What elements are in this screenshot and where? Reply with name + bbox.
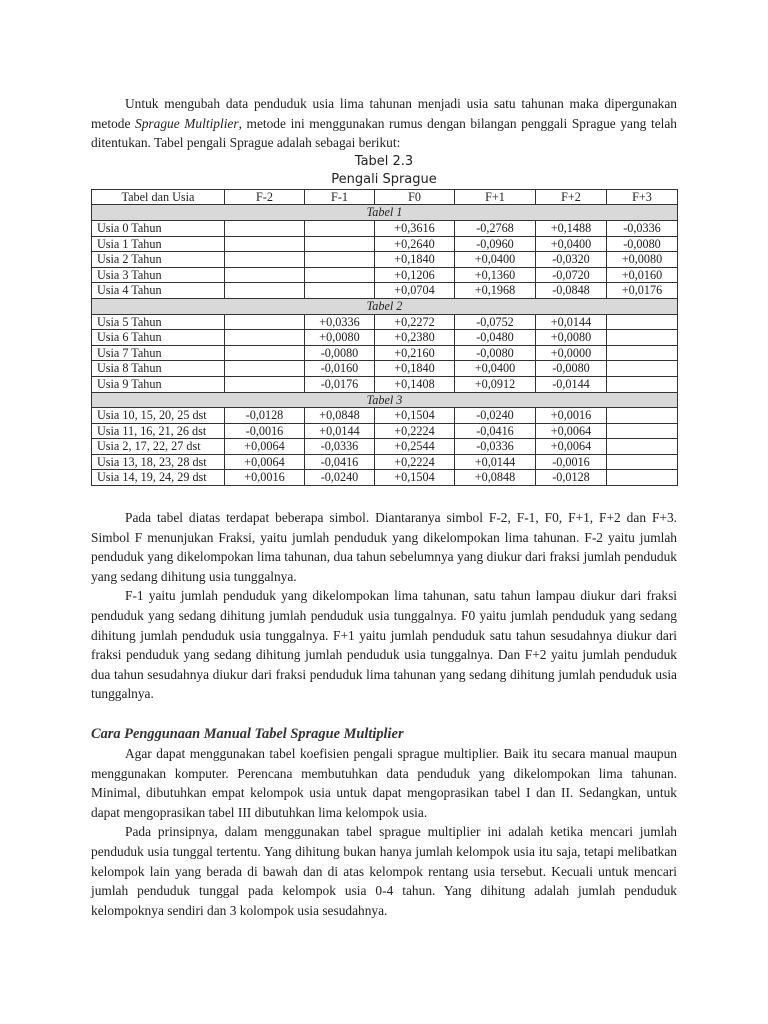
table-row (92, 408, 678, 424)
explanation-section (91, 508, 677, 704)
coefficient-cell: +0,1504 (375, 470, 455, 486)
coefficient-cell: +0,0704 (375, 283, 455, 299)
table-body (92, 205, 678, 486)
explanation-paragraph: Pada tabel diatas terdapat beberapa simbol. Diantaranya simbol F-2, F-1, F0, F+1, F+2 dan F+3. Simbol F menunjukan Fraksi, yaitu jumlah penduduk yang dikelompokan lima tahunan. F-2 yaitu jumlah penduduk yang dikelompokan lima tahunan, dua tahun sebelumnya yang diukur dari fraksi jumlah penduduk yang sedang dihitung usia tunggalnya. (91, 510, 677, 584)
coefficient-cell: +0,0144 (536, 314, 607, 330)
age-group-cell: Usia 10, 15, 20, 25 dst (92, 408, 225, 424)
coefficient-cell: +0,0064 (536, 423, 607, 439)
table-row (92, 236, 678, 252)
coefficient-cell: +0,0080 (536, 330, 607, 346)
coefficient-cell: +0,0848 (455, 470, 536, 486)
age-group-cell: Usia 13, 18, 23, 28 dst (92, 454, 225, 470)
coefficient-cell: +0,0144 (455, 454, 536, 470)
age-group-cell: Usia 2 Tahun (92, 252, 225, 268)
age-group-cell: Usia 1 Tahun (92, 236, 225, 252)
coefficient-cell: +0,0064 (536, 439, 607, 455)
coefficient-cell: +0,0144 (305, 423, 375, 439)
coefficient-cell: +0,0400 (455, 361, 536, 377)
coefficient-cell: +0,2544 (375, 439, 455, 455)
coefficient-cell (225, 236, 305, 252)
coefficient-cell: +0,0080 (607, 252, 678, 268)
coefficient-cell: -0,0080 (305, 345, 375, 361)
sprague-multiplier-table (91, 189, 678, 486)
coefficient-cell (305, 283, 375, 299)
coefficient-cell: +0,0336 (305, 314, 375, 330)
coefficient-cell: -0,0416 (455, 423, 536, 439)
coefficient-cell: +0,1968 (455, 283, 536, 299)
coefficient-cell: -0,0016 (536, 454, 607, 470)
table-row (92, 439, 678, 455)
coefficient-cell (225, 314, 305, 330)
table-row (92, 454, 678, 470)
coefficient-cell: -0,0336 (455, 439, 536, 455)
coefficient-cell: -0,0752 (455, 314, 536, 330)
column-header: F-1 (305, 189, 375, 205)
coefficient-cell (607, 439, 678, 455)
coefficient-cell (225, 283, 305, 299)
coefficient-cell: +0,0848 (305, 408, 375, 424)
coefficient-cell: +0,0080 (305, 330, 375, 346)
coefficient-cell (305, 236, 375, 252)
coefficient-cell: +0,1840 (375, 252, 455, 268)
table-group-row (92, 205, 678, 221)
coefficient-cell: -0,0480 (455, 330, 536, 346)
coefficient-cell (607, 408, 678, 424)
method-name: Sprague Multiplier (135, 115, 239, 131)
coefficient-cell: -0,0960 (455, 236, 536, 252)
table-row (92, 345, 678, 361)
table-row (92, 267, 678, 283)
table-header-row (92, 189, 678, 205)
coefficient-cell: -0,0080 (607, 236, 678, 252)
age-group-cell: Usia 5 Tahun (92, 314, 225, 330)
table-row (92, 361, 678, 377)
age-group-cell: Usia 3 Tahun (92, 267, 225, 283)
table-row (92, 330, 678, 346)
table-caption-title: Pengali Sprague (331, 171, 437, 187)
coefficient-cell: -0,0160 (305, 361, 375, 377)
age-group-cell: Usia 2, 17, 22, 27 dst (92, 439, 225, 455)
coefficient-cell: +0,2160 (375, 345, 455, 361)
coefficient-cell: -0,0240 (455, 408, 536, 424)
column-header: F+3 (607, 189, 678, 205)
coefficient-cell: -0,2768 (455, 220, 536, 236)
table-group-row (92, 392, 678, 408)
coefficient-cell: -0,0320 (536, 252, 607, 268)
coefficient-cell: +0,0176 (607, 283, 678, 299)
coefficient-cell (305, 252, 375, 268)
table-row (92, 314, 678, 330)
table-caption-number: Tabel 2.3 (354, 153, 414, 169)
coefficient-cell: -0,0080 (536, 361, 607, 377)
coefficient-cell: -0,0720 (536, 267, 607, 283)
coefficient-cell: +0,0016 (225, 470, 305, 486)
intro-paragraph: Untuk mengubah data penduduk usia lima tahunan menjadi usia satu tahunan maka dipergunakan metode Sprague Multiplier, metode ini menggunakan rumus dengan bilangan penggali Sprague yang telah ditentukan. Tabel pengali Sprague adalah sebagai berikut: (91, 96, 678, 151)
coefficient-cell: -0,0336 (305, 439, 375, 455)
coefficient-cell: +0,0912 (455, 376, 536, 392)
coefficient-cell: +0,1504 (375, 408, 455, 424)
coefficient-cell (607, 345, 678, 361)
age-group-cell: Usia 4 Tahun (92, 283, 225, 299)
coefficient-cell: +0,1488 (536, 220, 607, 236)
coefficient-cell: -0,0848 (536, 283, 607, 299)
coefficient-cell: +0,1408 (375, 376, 455, 392)
coefficient-cell (607, 454, 678, 470)
column-header: F+1 (455, 189, 536, 205)
table-group-label: Tabel 1 (92, 205, 678, 221)
coefficient-cell: +0,0400 (455, 252, 536, 268)
coefficient-cell: +0,0400 (536, 236, 607, 252)
coefficient-cell: +0,1840 (375, 361, 455, 377)
column-header: F+2 (536, 189, 607, 205)
coefficient-cell: +0,0016 (536, 408, 607, 424)
age-group-cell: Usia 6 Tahun (92, 330, 225, 346)
coefficient-cell (607, 470, 678, 486)
age-group-cell: Usia 14, 19, 24, 29 dst (92, 470, 225, 486)
age-group-cell: Usia 9 Tahun (92, 376, 225, 392)
coefficient-cell: -0,0240 (305, 470, 375, 486)
coefficient-cell: +0,2272 (375, 314, 455, 330)
explanation-paragraph: F-1 yaitu jumlah penduduk yang dikelompokan lima tahunan, satu tahun lampau diukur dari fraksi penduduk yang sedang dihitung jumlah penduduk usia tunggalnya. F0 yaitu jumlah penduduk yang sedang dihitung jumlah penduduk usia tunggalnya. F+1 yaitu jumlah penduduk satu tahun sesudahnya diukur dari fraksi penduduk yang sedang dihitung jumlah penduduk usia tunggalnya. Dan F+2 yaitu jumlah penduduk dua tahun sesudahnya diukur dari fraksi penduduk lima tahunan yang sedang dihitung jumlah penduduk usia tunggalnya. (91, 588, 677, 702)
section-paragraph: Pada prinsipnya, dalam menggunakan tabel sprague multiplier ini adalah ketika mencari jumlah penduduk usia tunggal tertentu. Yang dihitung bukan hanya jumlah kelompok usia itu saja, tetapi melibatkan kelompok lain yang berada di bawah dan di atas kelompok rentang usia tersebut. Kecuali untuk mencari jumlah penduduk tunggal pada kelompok usia 0-4 tahun. Yang dihitung adalah jumlah penduduk kelompoknya sendiri dan 3 kolompok usia sesudahnya. (91, 824, 677, 918)
table-row (92, 423, 678, 439)
coefficient-cell: +0,0000 (536, 345, 607, 361)
coefficient-cell (225, 361, 305, 377)
table-row (92, 283, 678, 299)
coefficient-cell: +0,0160 (607, 267, 678, 283)
age-group-cell: Usia 11, 16, 21, 26 dst (92, 423, 225, 439)
coefficient-cell: +0,2380 (375, 330, 455, 346)
coefficient-cell (305, 220, 375, 236)
table-row (92, 252, 678, 268)
coefficient-cell: -0,0128 (536, 470, 607, 486)
coefficient-cell: -0,0144 (536, 376, 607, 392)
coefficient-cell: +0,3616 (375, 220, 455, 236)
coefficient-cell (607, 376, 678, 392)
coefficient-cell: -0,0416 (305, 454, 375, 470)
coefficient-cell: +0,2224 (375, 454, 455, 470)
table-group-label: Tabel 2 (92, 298, 678, 314)
coefficient-cell (607, 361, 678, 377)
coefficient-cell: +0,0064 (225, 439, 305, 455)
coefficient-cell (225, 267, 305, 283)
coefficient-cell: -0,0080 (455, 345, 536, 361)
document-page (91, 94, 677, 920)
coefficient-cell: +0,1206 (375, 267, 455, 283)
column-header: Tabel dan Usia (92, 189, 225, 205)
section-heading: Cara Penggunaan Manual Tabel Sprague Multiplier (91, 726, 404, 742)
age-group-cell: Usia 7 Tahun (92, 345, 225, 361)
coefficient-cell (225, 376, 305, 392)
coefficient-cell (225, 330, 305, 346)
column-header: F-2 (225, 189, 305, 205)
coefficient-cell (225, 252, 305, 268)
coefficient-cell (607, 330, 678, 346)
section-paragraph: Agar dapat menggunakan tabel koefisien pengali sprague multiplier. Baik itu secara manual maupun menggunakan komputer. Perencana membutuhkan data penduduk yang dikelompokan lima tahunan. Minimal, dibutuhkan empat kelompok usia untuk dapat mengoprasikan tabel I dan II. Sedangkan, untuk dapat mengoprasikan tabel III dibutuhkan lima kelompok usia. (91, 746, 677, 820)
coefficient-cell: -0,0016 (225, 423, 305, 439)
age-group-cell: Usia 0 Tahun (92, 220, 225, 236)
age-group-cell: Usia 8 Tahun (92, 361, 225, 377)
coefficient-cell: -0,0336 (607, 220, 678, 236)
coefficient-cell: -0,0176 (305, 376, 375, 392)
table-group-row (92, 298, 678, 314)
coefficient-cell: +0,0064 (225, 454, 305, 470)
coefficient-cell (225, 345, 305, 361)
table-row (92, 376, 678, 392)
coefficient-cell: +0,1360 (455, 267, 536, 283)
table-row (92, 220, 678, 236)
coefficient-cell (607, 314, 678, 330)
coefficient-cell: +0,2640 (375, 236, 455, 252)
table-row (92, 470, 678, 486)
column-header: F0 (375, 189, 455, 205)
table-group-label: Tabel 3 (92, 392, 678, 408)
coefficient-cell (225, 220, 305, 236)
coefficient-cell (607, 423, 678, 439)
coefficient-cell (305, 267, 375, 283)
coefficient-cell: -0,0128 (225, 408, 305, 424)
coefficient-cell: +0,2224 (375, 423, 455, 439)
